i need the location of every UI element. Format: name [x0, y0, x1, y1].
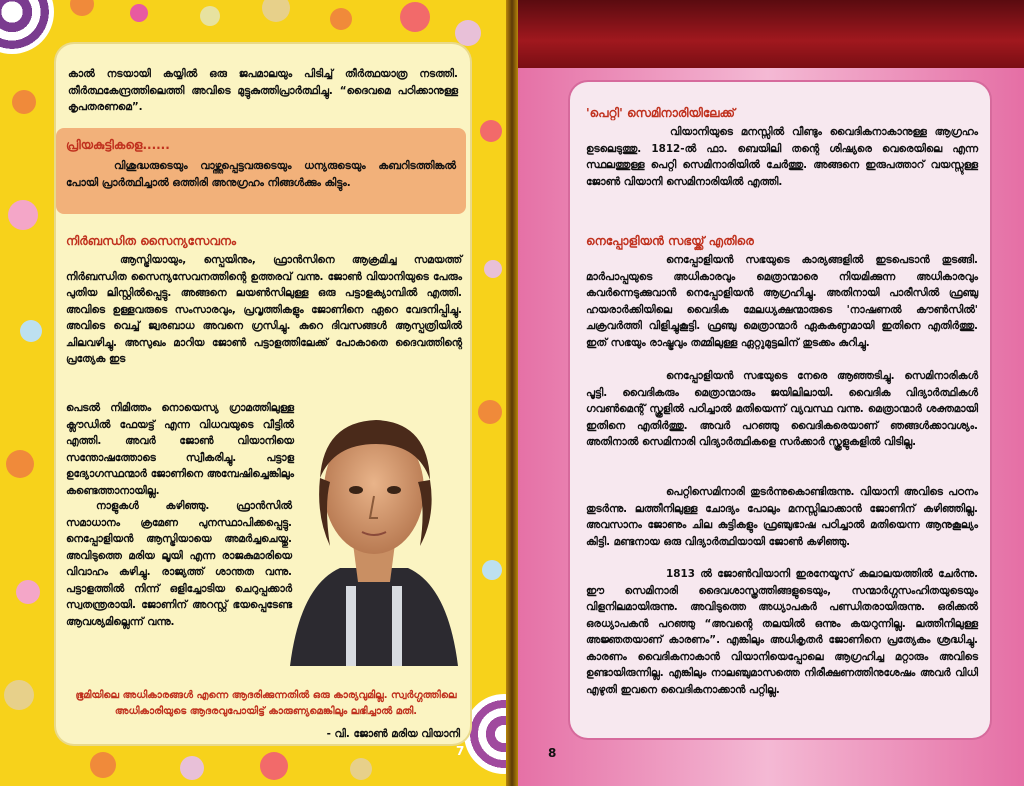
- decor-dot: [330, 8, 352, 30]
- decor-dot: [480, 120, 502, 142]
- decor-dot: [4, 680, 34, 710]
- page-number-right: 8: [548, 746, 557, 760]
- paragraph-irenaeus: 1813 ൽ ജോൺവിയാനി ഇരനേയൂസ് കലാലയത്തിൽ ചേർന്നു. ഈ സെമിനാരി ദൈവശാസ്ത്രത്തിങ്ങളുടെയും, സന്മാർഗ്ഗസംഹിതയുടെയും വിളനിലമായിരുന്നു. അവിടുത്തെ അധ്യാപകർ പണ്ഡിതരായിരുന്നു. ഒരിക്കൽ ഒരധ്യാപകൻ പറഞ്ഞു “അവന്റെ തലയിൽ ഒന്നും കയറുന്നില്ല. ലത്തീനിലുള്ള അജ്ഞതയാണ് കാരണം”. എങ്കിലും അധികൃതർ ജോണിനെ പ്രത്യേകം ശ്രദ്ധിച്ചു. കാരണം വൈദികനാകാൻ വിയാനിയെപ്പോലെ ആഗ്രഹിച്ച മറ്റാരും അവിടെ ഉണ്ടായിരുന്നില്ല. എങ്കിലും നാലഞ്ചുമാസത്തെ നിരീക്ഷണത്തിനുശേഷം അവർ വിധി എഴുതി ഇവനെ വൈദികനാക്കാൻ പറ്റില്ല.: [586, 568, 978, 696]
- decor-dot: [20, 320, 42, 342]
- body-paragraph-wrap-2: നാളുകൾ കഴിഞ്ഞു. ഫ്രാൻസിൽ സമാധാനം ക്രമേണ പുനസ്ഥാപിക്കപ്പെട്ടു. നെപ്പോളിയൻ ആസ്ട്രിയായെ അമർച്ചചെയ്തു. അവിടുത്തെ മരിയ ലൂയി എന്ന രാജകുമാരിയെ വിവാഹം കഴിച്ചു. രാജ്യത്ത് ശാന്തത വന്നു. പട്ടാളത്തിൽ നിന്ന് ഒളിച്ചോടിയ ചെറുപ്പക്കാർ സ്വതന്ത്രരായി. ജോണിന് അറസ്റ്റ് ഭയപ്പെടേണ്ട ആവശ്യമില്ലെന്ന് വന്നു.: [66, 500, 292, 628]
- decor-dot: [6, 450, 34, 478]
- decor-dot: [350, 758, 372, 780]
- paragraph-seminary: വിയാനിയുടെ മനസ്സിൽ വീണ്ടും വൈദികനാകാനുള്ള ആഗ്രഹം ഉടലെടുത്തു. 1812-ൽ ഫാ. ബെയിലി തന്റെ ശിഷ്യരെ വെരെയിലെ എന്ന സ്ഥലത്തുള്ള പെറ്റി സെമിനാരിയിൽ ചേർത്തു. അങ്ങനെ ഇരുപത്താറ് വയസ്സുള്ള ജോൺ വിയാനി സെമിനാരിയിൽ എത്തി.: [586, 126, 978, 188]
- page-number-left: 7: [456, 744, 465, 758]
- decor-dot: [16, 580, 40, 604]
- paragraph-petit-seminary: പെറ്റിസെമിനാരി തുടർന്നുകൊണ്ടിരുന്നു. വിയാനി അവിടെ പഠനം തുടർന്നു. ലത്തീനിലുള്ള ചോദ്യം പോലും മനസ്സിലാക്കാൻ ജോണിന് കഴിഞ്ഞില്ല. അവസാനം ജോണും ചില കുട്ടികളും ഫ്രഞ്ചുഭാഷ പഠിച്ചാൽ മതിയെന്ന ആനുകൂല്യം കിട്ടി. മണ്ടനായ ഒരു വിദ്യാർത്ഥിയായി ജോൺ കഴിഞ്ഞു.: [586, 486, 978, 548]
- paragraph-napoleon-1: നെപ്പോളിയൻ സഭയുടെ കാര്യങ്ങളിൽ ഇടപെടാൻ തുടങ്ങി. മാർപാപ്പയുടെ അധികാരവും മെത്രാന്മാരെ നിയമിക്കുന്ന അധികാരവും കവർന്നെടുക്കുവാൻ നെപ്പോളിയൻ ആഗ്രഹിച്ചു. അതിനായി പാരീസിൽ ഫ്രഞ്ചു ഹയരാർക്കിയിലെ വൈദിക മേലധ്യക്ഷന്മാരുടെ 'നാഷണൽ കൗൺസിൽ' ചക്രവർത്തി വിളിച്ചുകൂട്ടി. ഫ്രഞ്ചു മെത്രാന്മാർ ഏകകണ്ഠമായി ഇതിനെ എതിർത്തു. ഇത് സഭയും രാഷ്ട്രവും തമ്മിലുള്ള ഏറ്റുമുട്ടലിന് തുടക്കം കുറിച്ചു.: [586, 254, 978, 349]
- highlight-heading: പ്രിയകുട്ടികളെ......: [66, 138, 170, 152]
- paragraph-napoleon-2: നെപ്പോളിയൻ സഭയുടെ നേരെ ആഞ്ഞടിച്ചു. സെമിനാരികൾ പൂട്ടി. വൈദികരും മെത്രാന്മാരും ജയിലിലായി. വൈദിക വിദ്യാർത്ഥികൾ ഗവൺമെന്റ് സ്കൂളിൽ പഠിച്ചാൽ മതിയെന്ന് വ്യവസ്ഥ വന്നു. മെത്രാന്മാർ ശക്തമായി ഇതിനെ എതിർത്തു. അവർ പറഞ്ഞു വൈദികരെയാണ് ഞങ്ങൾക്കാവശ്യം. അതിനാൽ സെമിനാരി വിദ്യാർത്ഥികളെ സർക്കാർ സ്കൂളുകളിൽ വിടില്ല.: [586, 370, 978, 448]
- quote-author: - വി. ജോൺ മരിയ വിയാനി: [326, 728, 460, 740]
- book-spine: [506, 0, 518, 786]
- decor-ring: [0, 0, 54, 54]
- body-paragraph: ആസ്ട്രിയായും, സ്പെയിനും, ഫ്രാൻസിനെ ആക്രമിച്ച സമയത്ത് നിർബന്ധിത സൈന്യസേവനത്തിന്റെ ഉത്തരവ് വന്നു. ജോൺ വിയാനിയുടെ പേരും പുതിയ ലിസ്റ്റിൽപ്പെട്ടു. അങ്ങനെ ലയൺസിലുള്ള ഒരു പട്ടാളക്യാമ്പിൽ എത്തി. അവിടെ ഉള്ളവരുടെ സംസാരവും, പ്രവൃത്തികളും ജോണിനെ ഏറെ വേദനിപ്പിച്ചു. അവിടെ വെച്ച് ജ്വരബാധ അവനെ ഗ്രസിച്ചു. കുറെ ദിവസങ്ങൾ ആസ്പത്രിയിൽ ചിലവഴിച്ചു. അസുഖം മാറിയ ജോൺ പട്ടാളത്തിലേക്ക് പോകാതെ ദൈവത്തിന്റെ പ്രത്യേക ഇട: [66, 254, 462, 365]
- decor-dot: [260, 752, 288, 780]
- top-banner: [512, 0, 1024, 68]
- decor-dot: [478, 400, 502, 424]
- right-page: [512, 0, 1024, 786]
- decor-dot: [90, 752, 116, 778]
- decor-dot: [200, 6, 220, 26]
- heading-napoleon: നെപ്പോളിയൻ സഭയ്ക്ക് എതിരെ: [586, 234, 754, 248]
- decor-dot: [262, 0, 290, 22]
- decor-dot: [130, 4, 148, 22]
- decor-dot: [400, 2, 430, 32]
- decor-dot: [180, 756, 204, 780]
- decor-dot: [70, 0, 94, 16]
- decor-dot: [455, 20, 481, 46]
- intro-paragraph: കാൽ നടയായി കയ്യിൽ ഒരു ജപമാലയും പിടിച്ച് തീർത്ഥയാത്ര നടത്തി. തീർത്ഥകേന്ദ്രത്തിലെത്തി അവിടെ മുട്ടുകുത്തിപ്രാർത്ഥിച്ചു. “ദൈവമെ പഠിക്കാനുള്ള കൃപതരണമെ”.: [68, 68, 458, 113]
- section-heading: നിർബന്ധിത സൈന്യസേവനം: [66, 234, 237, 248]
- decor-dot: [482, 560, 502, 580]
- decor-ring: [464, 694, 512, 774]
- decor-dot: [12, 90, 36, 114]
- decor-dot: [8, 200, 38, 230]
- heading-seminary: 'പെറ്റി' സെമിനാരിയിലേക്ക്: [586, 106, 735, 120]
- decor-dot: [484, 260, 502, 278]
- portrait-illustration: [290, 386, 458, 666]
- highlight-text: വിശുദ്ധരുടെയും വാഴ്ത്തപ്പെട്ടവരുടെയും ധന്യരുടെയും കബറിടത്തിങ്കൽ പോയി പ്രാർത്ഥിച്ചാൽ ഒത്തിരി അനുഗ്രഹം നിങ്ങൾക്കും കിട്ടും.: [66, 160, 456, 189]
- body-paragraph-wrap: പെടൽ നിമിത്തം നൊയെസ്യ ഗ്രാമത്തിലുള്ള ക്ലൗഡിൽ ഫേയട്ട് എന്ന വിധവയുടെ വീട്ടിൽ എത്തി. അവർ ജോൺ വിയാനിയെ സന്തോഷത്തോടെ സ്വീകരിച്ചു. പട്ടാള ഉദ്യോഗസ്ഥന്മാർ ജോണിനെ അമ്പേഷിച്ചെങ്കിലും കണ്ടെത്താനായില്ല.: [66, 402, 294, 497]
- quote-text: ഭൂമിയിലെ അധികാരങ്ങൾ എന്നെ ആദരിക്കുന്നതിൽ ഒരു കാര്യവുമില്ല. സ്വർഗ്ഗത്തിലെ അധികാരിയുടെ ആദരവുപോയിട്ട് കാരുണ്യമെങ്കിലും ലഭിച്ചാൽ മതി.: [75, 690, 457, 717]
